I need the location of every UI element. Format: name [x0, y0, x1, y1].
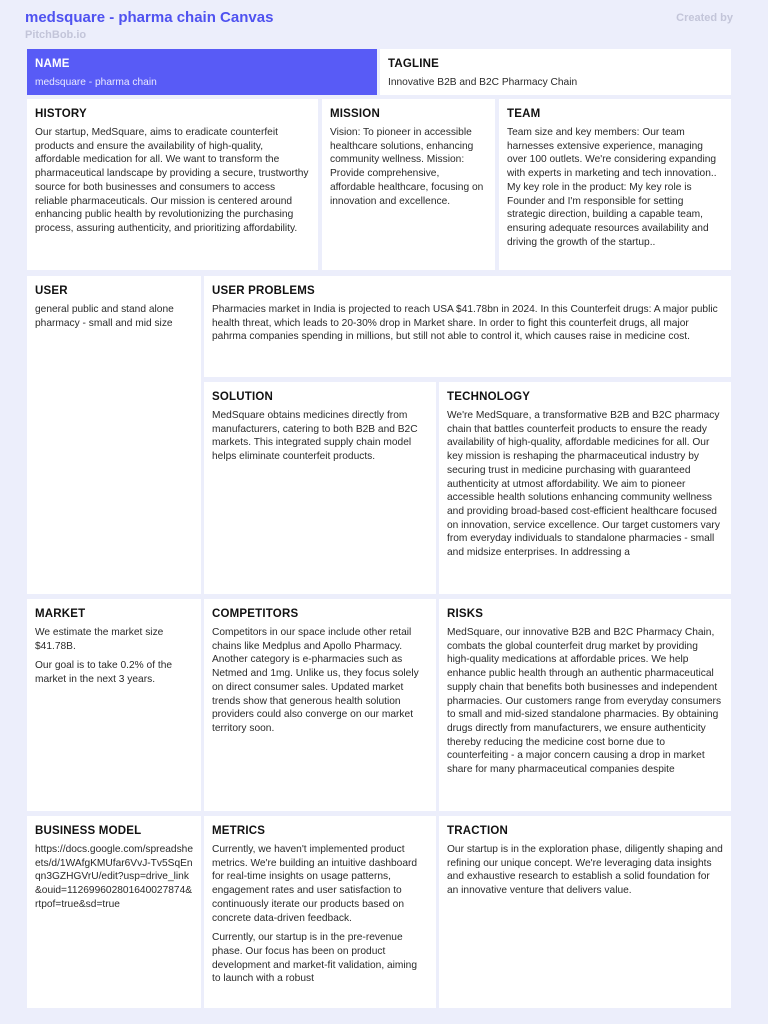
competitors-text: Competitors in our space include other retail chains like Medplus and Apollo Pharmacy. Another category is e-pharmacies such as Netmed and 1mg. Unlike us, they focus solely on direct consumer sales. Updated market trends show that generous health solution providers could also converge on our market territory soon.	[212, 627, 419, 734]
metrics-card	[204, 816, 436, 1008]
competitors-label: COMPETITORS	[212, 608, 299, 620]
user-problems-card	[204, 276, 731, 377]
metrics-text-1: Currently, we haven't implemented product metrics. We're building an intuitive dashboard for real-time insights on usage patterns, engagement rates and user satisfaction to continuously iterate our products based on concrete data-driven feedback.	[212, 844, 418, 924]
name-text: medsquare - pharma chain	[35, 77, 157, 88]
user-problems-label: USER PROBLEMS	[212, 285, 315, 297]
name-label: NAME	[35, 58, 70, 70]
mission-card	[322, 99, 495, 270]
technology-label: TECHNOLOGY	[447, 391, 531, 403]
brand-subtitle: PitchBob.io	[25, 29, 87, 41]
name-card	[27, 49, 377, 95]
tagline-label: TAGLINE	[388, 58, 440, 70]
solution-text: MedSquare obtains medicines directly from manufacturers, catering to both B2B and B2C markets. This integrated supply chain model helps eliminate counterfeit products.	[212, 410, 418, 463]
solution-label: SOLUTION	[212, 391, 274, 403]
business-model-card	[27, 816, 201, 1008]
user-label: USER	[35, 285, 68, 297]
risks-label: RISKS	[447, 608, 484, 620]
metrics-label: METRICS	[212, 825, 266, 837]
traction-label: TRACTION	[447, 825, 509, 837]
technology-card	[439, 382, 731, 594]
traction-text: Our startup is in the exploration phase, diligently shaping and refining our unique concept. We're leveraging data insights and exhaustive research to establish a solid foundation for an innovative venture that delivers value.	[447, 844, 723, 897]
business-model-label: BUSINESS MODEL	[35, 825, 142, 837]
business-model-link[interactable]: https://docs.google.com/spreadsheets/d/1WAfgKMUfar6VvJ-Tv5SqEnqn3GZHGVrU/edit?usp=drive_link&ouid=112699602801640027874&rtpof=true&sd=true	[35, 844, 194, 910]
user-card	[27, 276, 201, 594]
market-card	[27, 599, 201, 811]
risks-text: MedSquare, our innovative B2B and B2C Pharmacy Chain, combats the global counterfeit drug market by providing high-quality medications at affordable prices. We help enhance public health through an authentic pharmaceutical supply chain that benefits both businesses and independent pharmacies. Our customers range from everyday consumers to small and mid-sized standalone pharmacies. By obtaining drugs directly from manufacturers, we ensure authenticity thereby reducing the medicine cost borne due to counterfeiting - a major concern causing a drop in market share for many pharmaceutical companies despite	[447, 627, 722, 776]
mission-text: Vision: To pioneer in accessible healthcare solutions, enhancing community wellness. Mission: Provide comprehensive, affordable healthcare, focusing on innovation and excellence.	[330, 127, 484, 207]
history-label: HISTORY	[35, 108, 87, 120]
created-by-label: Created by	[676, 12, 733, 24]
market-label: MARKET	[35, 608, 86, 620]
risks-card	[439, 599, 731, 811]
page-title: medsquare - pharma chain Canvas	[25, 9, 274, 26]
technology-text: We're MedSquare, a transformative B2B and B2C pharmacy chain that battles counterfeit products to ensure the ready availability of high-quality, affordable medicines for all. Our key mission is reshaping the pharmaceutical industry by securing trust in medicine purchasing with guaranteed authenticity at utmost affordability. We aim to pioneer accessible health solutions enhancing community wellness and providing broad-based cost-efficient healthcare focused on innovation, service excellence. Our target customers vary from everyday individuals to standalone pharmacies - small and midsize enterprises. In addressing a	[447, 410, 720, 559]
history-card	[27, 99, 318, 270]
mission-label: MISSION	[330, 108, 380, 120]
team-label: TEAM	[507, 108, 541, 120]
metrics-text	[212, 843, 428, 986]
metrics-text-2: Currently, our startup is in the pre-revenue phase. Our focus has been on product development and market-fit validation, aiming to launch with a robust	[212, 932, 417, 985]
tagline-card	[380, 49, 731, 95]
team-text: Team size and key members: Our team harnesses extensive experience, managing over 100 outlets. We're considering expanding with experts in marketing and tech innovation.. My key role in the product: My key role is Founder and I'm responsible for setting strategic direction, building a capable team, ensuring adequate resources availability and driving the growth of the startup..	[507, 127, 717, 248]
solution-card	[204, 382, 436, 594]
tagline-text: Innovative B2B and B2C Pharmacy Chain	[388, 77, 578, 88]
user-text: general public and stand alone pharmacy - small and mid size	[35, 304, 174, 329]
user-problems-text: Pharmacies market in India is projected to reach USA $41.78bn in 2024. In this Counterfeit drugs: A major public health threat, which leads to 20-30% drop in Market share. In order to fight this counterfeit drugs, all major pahrma companies spending in millions, but still not able to control it, which causes raise in medicine cost.	[212, 304, 718, 343]
market-text	[35, 626, 193, 687]
competitors-card	[204, 599, 436, 811]
team-card	[499, 99, 731, 270]
traction-card	[439, 816, 731, 1008]
history-text: Our startup, MedSquare, aims to eradicate counterfeit products and ensure the availability of high-quality, affordable medication for all. We want to transform the pharmaceutical landscape by providing a secure, trustworthy source for both businesses and consumers to access reliable pharmaceuticals. Our mission is centered around enhancing public health by revolutionizing the purchasing process, assuring authenticity, and prioritizing affordability.	[35, 127, 309, 234]
market-size-text: We estimate the market size $41.78B.	[35, 627, 164, 652]
market-goal-text: Our goal is to take 0.2% of the market in the next 3 years.	[35, 660, 173, 686]
